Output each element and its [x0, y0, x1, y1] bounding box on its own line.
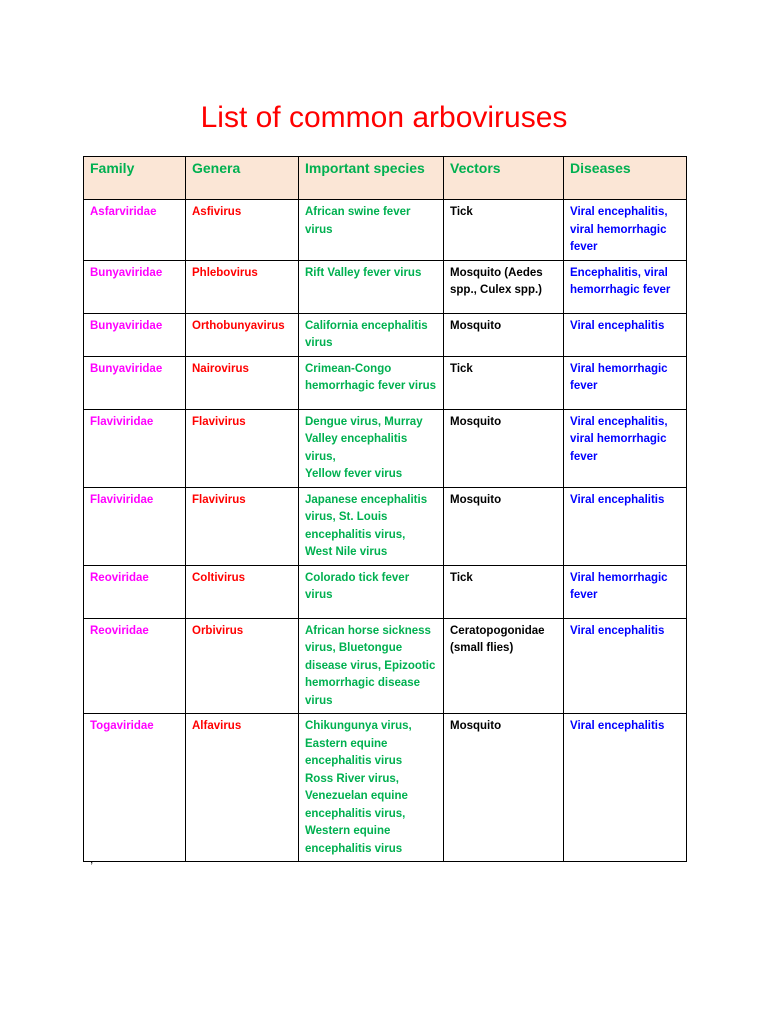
table-body [84, 200, 687, 862]
genus-cell: Orthobunyavirus [186, 313, 299, 356]
species-cell: Crimean-Congo hemorrhagic fever virus [299, 356, 444, 409]
table-row [84, 714, 687, 862]
genus-cell: Orbivirus [186, 618, 299, 714]
genus-cell: Flavivirus [186, 487, 299, 565]
header-important-species: Important species [299, 157, 444, 200]
genus-cell: Alfavirus [186, 714, 299, 862]
species-cell: Japanese encephalitis virus, St. Louis encephalitis virus, West Nile virus [299, 487, 444, 565]
family-cell: Flaviviridae [84, 409, 186, 487]
species-cell: Rift Valley fever virus [299, 260, 444, 313]
vector-cell: Mosquito (Aedes spp., Culex spp.) [444, 260, 564, 313]
table-row [84, 200, 687, 261]
header-family: Family [84, 157, 186, 200]
family-cell: Asfarviridae [84, 200, 186, 261]
family-cell: Bunyaviridae [84, 260, 186, 313]
disease-cell: Viral hemorrhagic fever [564, 565, 687, 618]
genus-cell: Coltivirus [186, 565, 299, 618]
family-cell: Reoviridae [84, 618, 186, 714]
species-cell: Chikungunya virus, Eastern equine encephalitis virus Ross River virus, Venezuelan equine encephalitis virus, Western equine encephalitis virus [299, 714, 444, 862]
table-header-row [84, 157, 687, 200]
genus-cell: Asfivirus [186, 200, 299, 261]
disease-cell: Encephalitis, viral hemorrhagic fever [564, 260, 687, 313]
disease-cell: Viral encephalitis, viral hemorrhagic fever [564, 409, 687, 487]
family-cell: Bunyaviridae [84, 356, 186, 409]
table-row [84, 356, 687, 409]
header-vectors: Vectors [444, 157, 564, 200]
table-row [84, 313, 687, 356]
vector-cell: Ceratopogonidae (small flies) [444, 618, 564, 714]
table-row [84, 487, 687, 565]
family-cell: Bunyaviridae [84, 313, 186, 356]
page-title: List of common arboviruses [200, 101, 568, 134]
vector-cell: Mosquito [444, 313, 564, 356]
header-genera: Genera [186, 157, 299, 200]
disease-cell: Viral encephalitis [564, 313, 687, 356]
vector-cell: Mosquito [444, 714, 564, 862]
vector-cell: Tick [444, 565, 564, 618]
family-cell: Reoviridae [84, 565, 186, 618]
table-row [84, 409, 687, 487]
arbovirus-table [83, 156, 687, 862]
vector-cell: Mosquito [444, 409, 564, 487]
disease-cell: Viral hemorrhagic fever [564, 356, 687, 409]
genus-cell: Flavivirus [186, 409, 299, 487]
table-row [84, 260, 687, 313]
disease-cell: Viral encephalitis [564, 487, 687, 565]
vector-cell: Tick [444, 200, 564, 261]
table-row [84, 618, 687, 714]
disease-cell: Viral encephalitis [564, 714, 687, 862]
species-cell: Colorado tick fever virus [299, 565, 444, 618]
genus-cell: Phlebovirus [186, 260, 299, 313]
species-cell: African horse sickness virus, Bluetongue disease virus, Epizootic hemorrhagic disease virus [299, 618, 444, 714]
species-cell: Dengue virus, Murray Valley encephalitis virus, Yellow fever virus [299, 409, 444, 487]
species-cell: California encephalitis virus [299, 313, 444, 356]
disease-cell: Viral encephalitis [564, 618, 687, 714]
trailing-comma: , [90, 852, 94, 866]
table-row [84, 565, 687, 618]
header-diseases: Diseases [564, 157, 687, 200]
species-cell: African swine fever virus [299, 200, 444, 261]
family-cell: Togaviridae [84, 714, 186, 862]
vector-cell: Mosquito [444, 487, 564, 565]
disease-cell: Viral encephalitis, viral hemorrhagic fever [564, 200, 687, 261]
vector-cell: Tick [444, 356, 564, 409]
genus-cell: Nairovirus [186, 356, 299, 409]
family-cell: Flaviviridae [84, 487, 186, 565]
